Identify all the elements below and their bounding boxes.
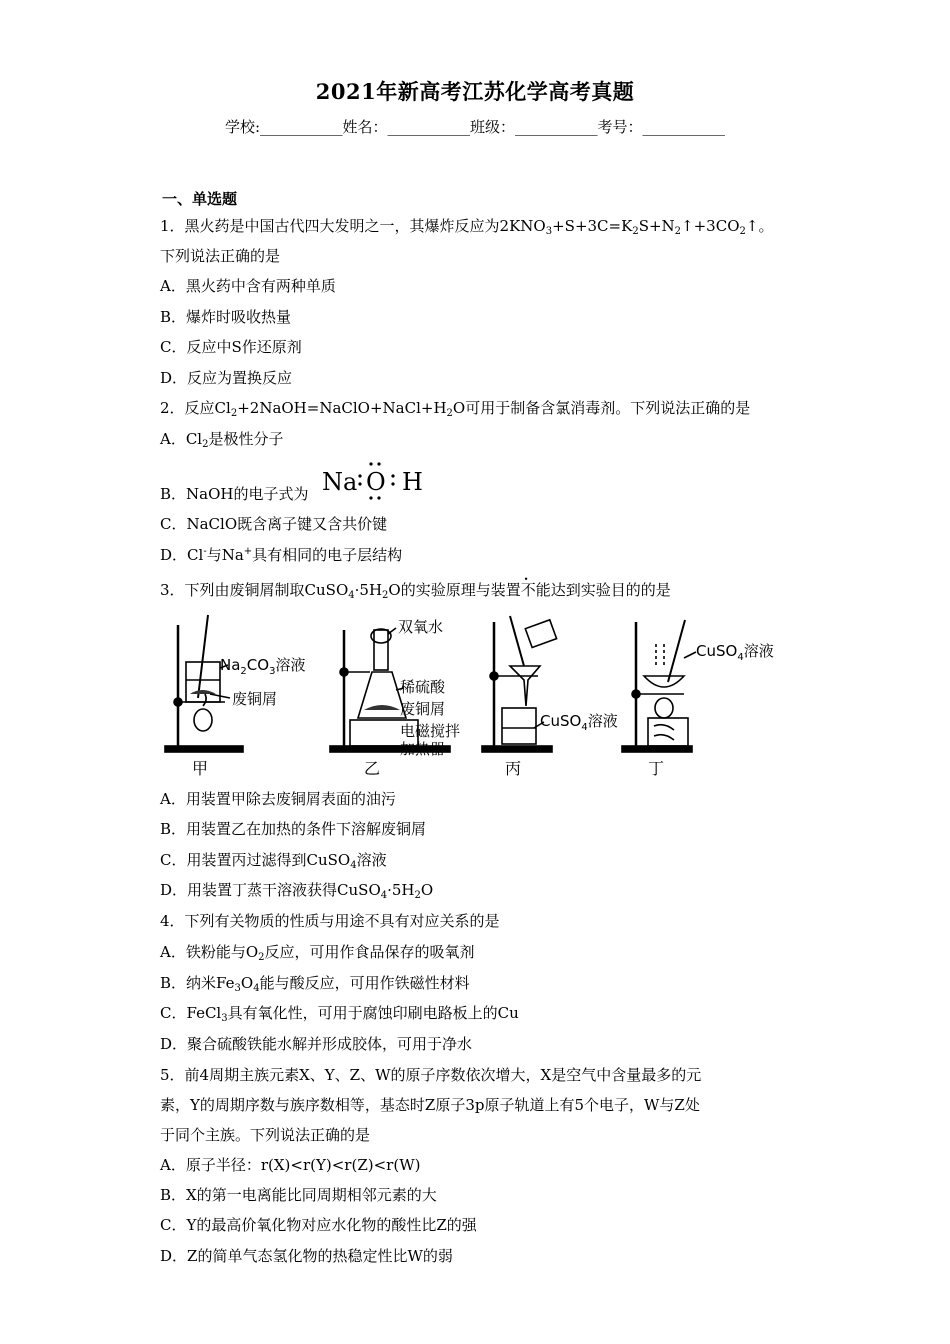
q1-option-b: B．爆炸时吸收热量 xyxy=(160,308,292,326)
q1-option-a: A．黑火药中含有两种单质 xyxy=(160,277,336,295)
q3-option-a: A．用装置甲除去废铜屑表面的油污 xyxy=(160,790,396,808)
lewis-o: O xyxy=(366,468,386,496)
q1-option-c: C．反应中S作还原剂 xyxy=(160,338,302,356)
q2-option-d: D．Cl-与Na+具有相同的电子层结构 xyxy=(160,546,403,564)
caption-jia: 甲 xyxy=(192,759,209,778)
yi-label-heater1: 电磁搅拌 xyxy=(400,722,461,740)
apparatus-figure xyxy=(160,610,800,789)
yi-label-copper: 废铜屑 xyxy=(400,700,446,718)
q3-option-d: D．用装置丁蒸干溶液获得$CuSO_4\cdot 5H_2O$ xyxy=(160,881,434,901)
yi-label-heater2: 加热器 xyxy=(400,740,446,758)
lewis-na: Na xyxy=(322,468,358,496)
caption-ding: 丁 xyxy=(648,759,665,778)
q3-stem: 3．下列由废铜屑制取$CuSO_4\cdot 5H_2O$的实验原理与装置不能达到实验目的的是 xyxy=(160,581,671,601)
q1-stem: 1．黑火药是中国古代四大发明之一，其爆炸反应为$2KNO_3+S+3C=K_2S+N_2↑+3CO_2↑$。 xyxy=(160,217,774,237)
q5-option-a: A．原子半径：r(X)<r(Y)<r(Z)<r(W) xyxy=(160,1156,421,1174)
caption-bing: 丙 xyxy=(505,759,522,778)
yi-label-acid: 稀硫酸 xyxy=(400,678,446,696)
q1-stem-cont: 下列说法正确的是 xyxy=(160,247,281,265)
q2-option-a: A．$Cl_2$是极性分子 xyxy=(160,430,284,450)
ding-label-solution: CuSO$_4$溶液 xyxy=(696,642,774,663)
q2-option-c: C．NaClO既含离子键又含共价键 xyxy=(160,515,388,533)
q5-stem-line2: 素，Y的周期序数与族序数相等，基态时Z原子3p原子轨道上有5个电子，W与Z处 xyxy=(160,1096,700,1114)
q4-stem: 4．下列有关物质的性质与用途不具有对应关系的是 xyxy=(160,912,500,930)
caption-yi: 乙 xyxy=(364,759,381,778)
q5-option-d: D．Z的简单气态氢化物的热稳定性比W的弱 xyxy=(160,1247,453,1265)
q2-stem: 2．反应$Cl_2+2NaOH=NaClO+NaCl+H_2O$可用于制备含氯消毒剂。下列说法正确的是 xyxy=(160,399,751,419)
q5-stem-line3: 于同个主族。下列说法正确的是 xyxy=(160,1126,371,1144)
q4-option-d: D．聚合硫酸铁能水解并形成胶体，可用于净水 xyxy=(160,1035,473,1053)
lewis-h: H xyxy=(402,468,422,496)
apparatus-jia xyxy=(165,615,305,778)
q3-option-c: C．用装置丙过滤得到CuSO$_4$溶液 xyxy=(160,851,387,871)
q4-option-a: A．铁粉能与$O_2$反应，可用作食品保存的吸氧剂 xyxy=(160,943,475,963)
q5-option-b: B．X的第一电离能比同周期相邻元素的大 xyxy=(160,1186,437,1204)
q2-option-b: B．NaOH的电子式为 xyxy=(160,485,309,503)
apparatus-ding xyxy=(622,620,774,778)
page-title: 2021年新高考江苏化学高考真题 xyxy=(315,79,635,104)
naoh-lewis-structure xyxy=(322,460,422,510)
q5-stem-line1: 5．前4周期主族元素X、Y、Z、W的原子序数依次增大，X是空气中含量最多的元 xyxy=(160,1066,702,1084)
yi-label-h2o2: 双氧水 xyxy=(398,618,444,636)
q3-option-b: B．用装置乙在加热的条件下溶解废铜屑 xyxy=(160,820,427,838)
q5-option-c: C．Y的最高价氧化物对应水化物的酸性比Z的强 xyxy=(160,1216,477,1234)
bing-label-solution: CuSO$_4$溶液 xyxy=(540,712,618,733)
apparatus-bing xyxy=(482,616,618,778)
jia-label-copper: 废铜屑 xyxy=(232,690,278,708)
q1-option-d: D．反应为置换反应 xyxy=(160,369,293,387)
apparatus-yi xyxy=(330,618,460,778)
q4-option-b: B．纳米$Fe_3O_4$能与酸反应，可用作铁磁性材料 xyxy=(160,974,470,994)
section-heading: 一、单选题 xyxy=(162,190,238,208)
student-info-line: 学校:___________姓名：___________班级：___________考号：___________ xyxy=(224,118,726,136)
q4-option-c: C．FeCl$_3$具有氧化性，可用于腐蚀印刷电路板上的Cu xyxy=(160,1004,519,1024)
jia-label-solution: $Na_2CO_3$溶液 xyxy=(220,656,306,677)
